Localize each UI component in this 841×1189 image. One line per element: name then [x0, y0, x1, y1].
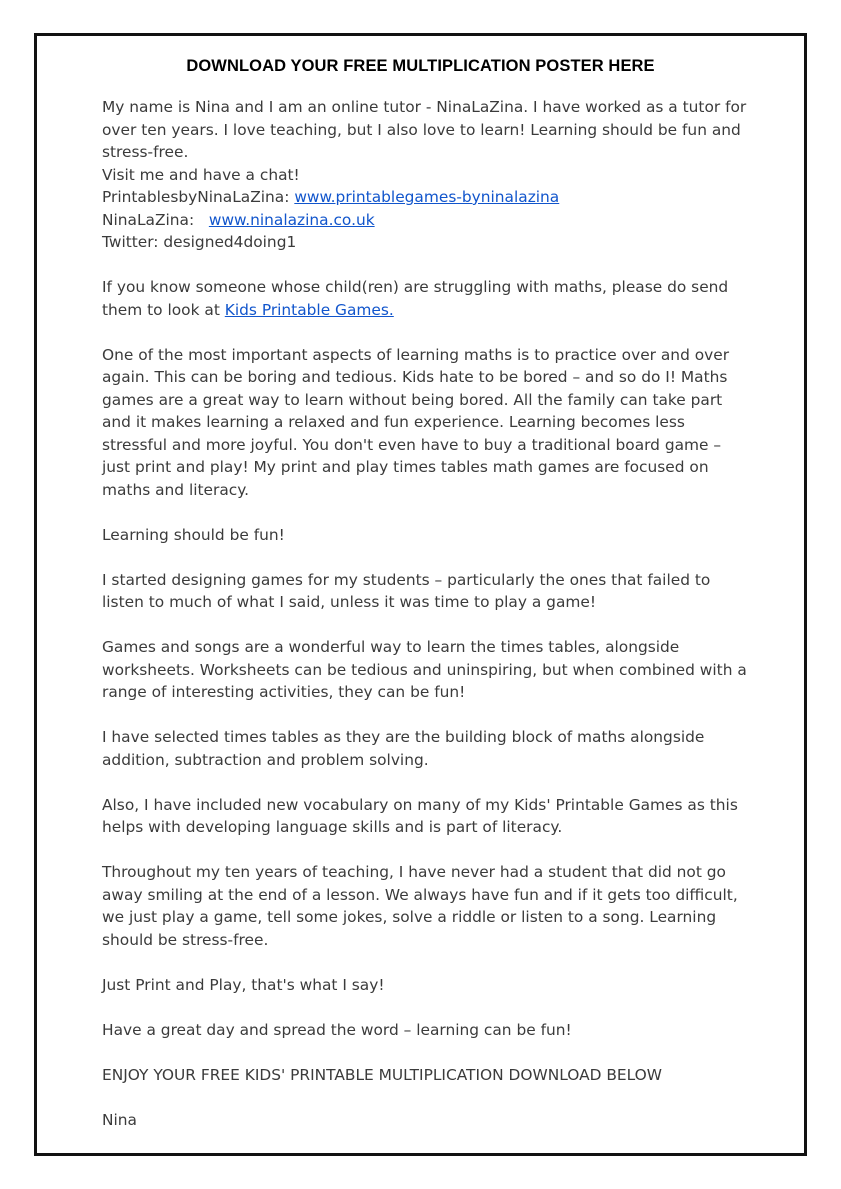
document-body [102, 96, 752, 1131]
printables-label: PrintablesbyNinaLaZina: [102, 188, 295, 206]
paragraph-vocabulary: Also, I have included new vocabulary on many of my Kids' Printable Games as this helps with developing language skills and is part of literacy. [102, 795, 738, 836]
paragraph-times-tables: I have selected times tables as they are the building block of maths alongside addition, subtraction and problem solving. [102, 728, 705, 769]
referral-paragraph [102, 276, 752, 321]
twitter-line: Twitter: designed4doing1 [102, 233, 297, 251]
visit-line: Visit me and have a chat! [102, 165, 300, 184]
paragraph-practice: One of the most important aspects of learning maths is to practice over and over again. This can be boring and tedious. Kids hate to be bored – and so do I! Maths games are a great way to learn without being bored. All the family can take part and it makes learning a relaxed and fun experience. Learning becomes less stressful and more joyful. You don't even have to buy a traditional board game – just print and play! My print and play times tables math games are focused on maths and literacy. [102, 345, 730, 499]
intro-paragraph: My name is Nina and I am an online tutor - NinaLaZina. I have worked as a tutor for over ten years. I love teaching, but I also love to learn! Learning should be fun and stress-free. [102, 98, 747, 161]
signoff: Nina [102, 1110, 137, 1129]
kids-printable-games-link[interactable]: Kids Printable Games. [224, 300, 394, 319]
ninalazina-line [102, 209, 752, 232]
ninalazina-label: NinaLaZina: [102, 210, 209, 229]
paragraph-spread-word: Have a great day and spread the word – learning can be fun! [102, 1020, 572, 1039]
printables-line [102, 186, 752, 209]
referral-text: If you know someone whose child(ren) are struggling with maths, please do send them to look at [102, 278, 729, 319]
printables-link[interactable]: www.printablegames-byninalazina [294, 188, 560, 206]
paragraph-games-songs: Games and songs are a wonderful way to learn the times tables, alongside worksheets. Worksheets can be tedious and uninspiring, but when combined with a range of interesting activities, they can be fun! [102, 638, 747, 701]
page-title: DOWNLOAD YOUR FREE MULTIPLICATION POSTER HERE [186, 57, 655, 75]
paragraph-teaching: Throughout my ten years of teaching, I have never had a student that did not go away smiling at the end of a lesson. We always have fun and if it gets too difficult, we just play a game, tell some jokes, solve a riddle or listen to a song. Learning should be stress-free. [102, 863, 738, 949]
paragraph-print-play: Just Print and Play, that's what I say! [102, 975, 385, 994]
paragraph-designing: I started designing games for my students – particularly the ones that failed to listen to much of what I said, unless it was time to play a game! [102, 570, 711, 611]
paragraph-fun: Learning should be fun! [102, 525, 285, 544]
paragraph-download: ENJOY YOUR FREE KIDS' PRINTABLE MULTIPLICATION DOWNLOAD BELOW [102, 1065, 662, 1084]
ninalazina-link[interactable]: www.ninalazina.co.uk [208, 210, 375, 229]
